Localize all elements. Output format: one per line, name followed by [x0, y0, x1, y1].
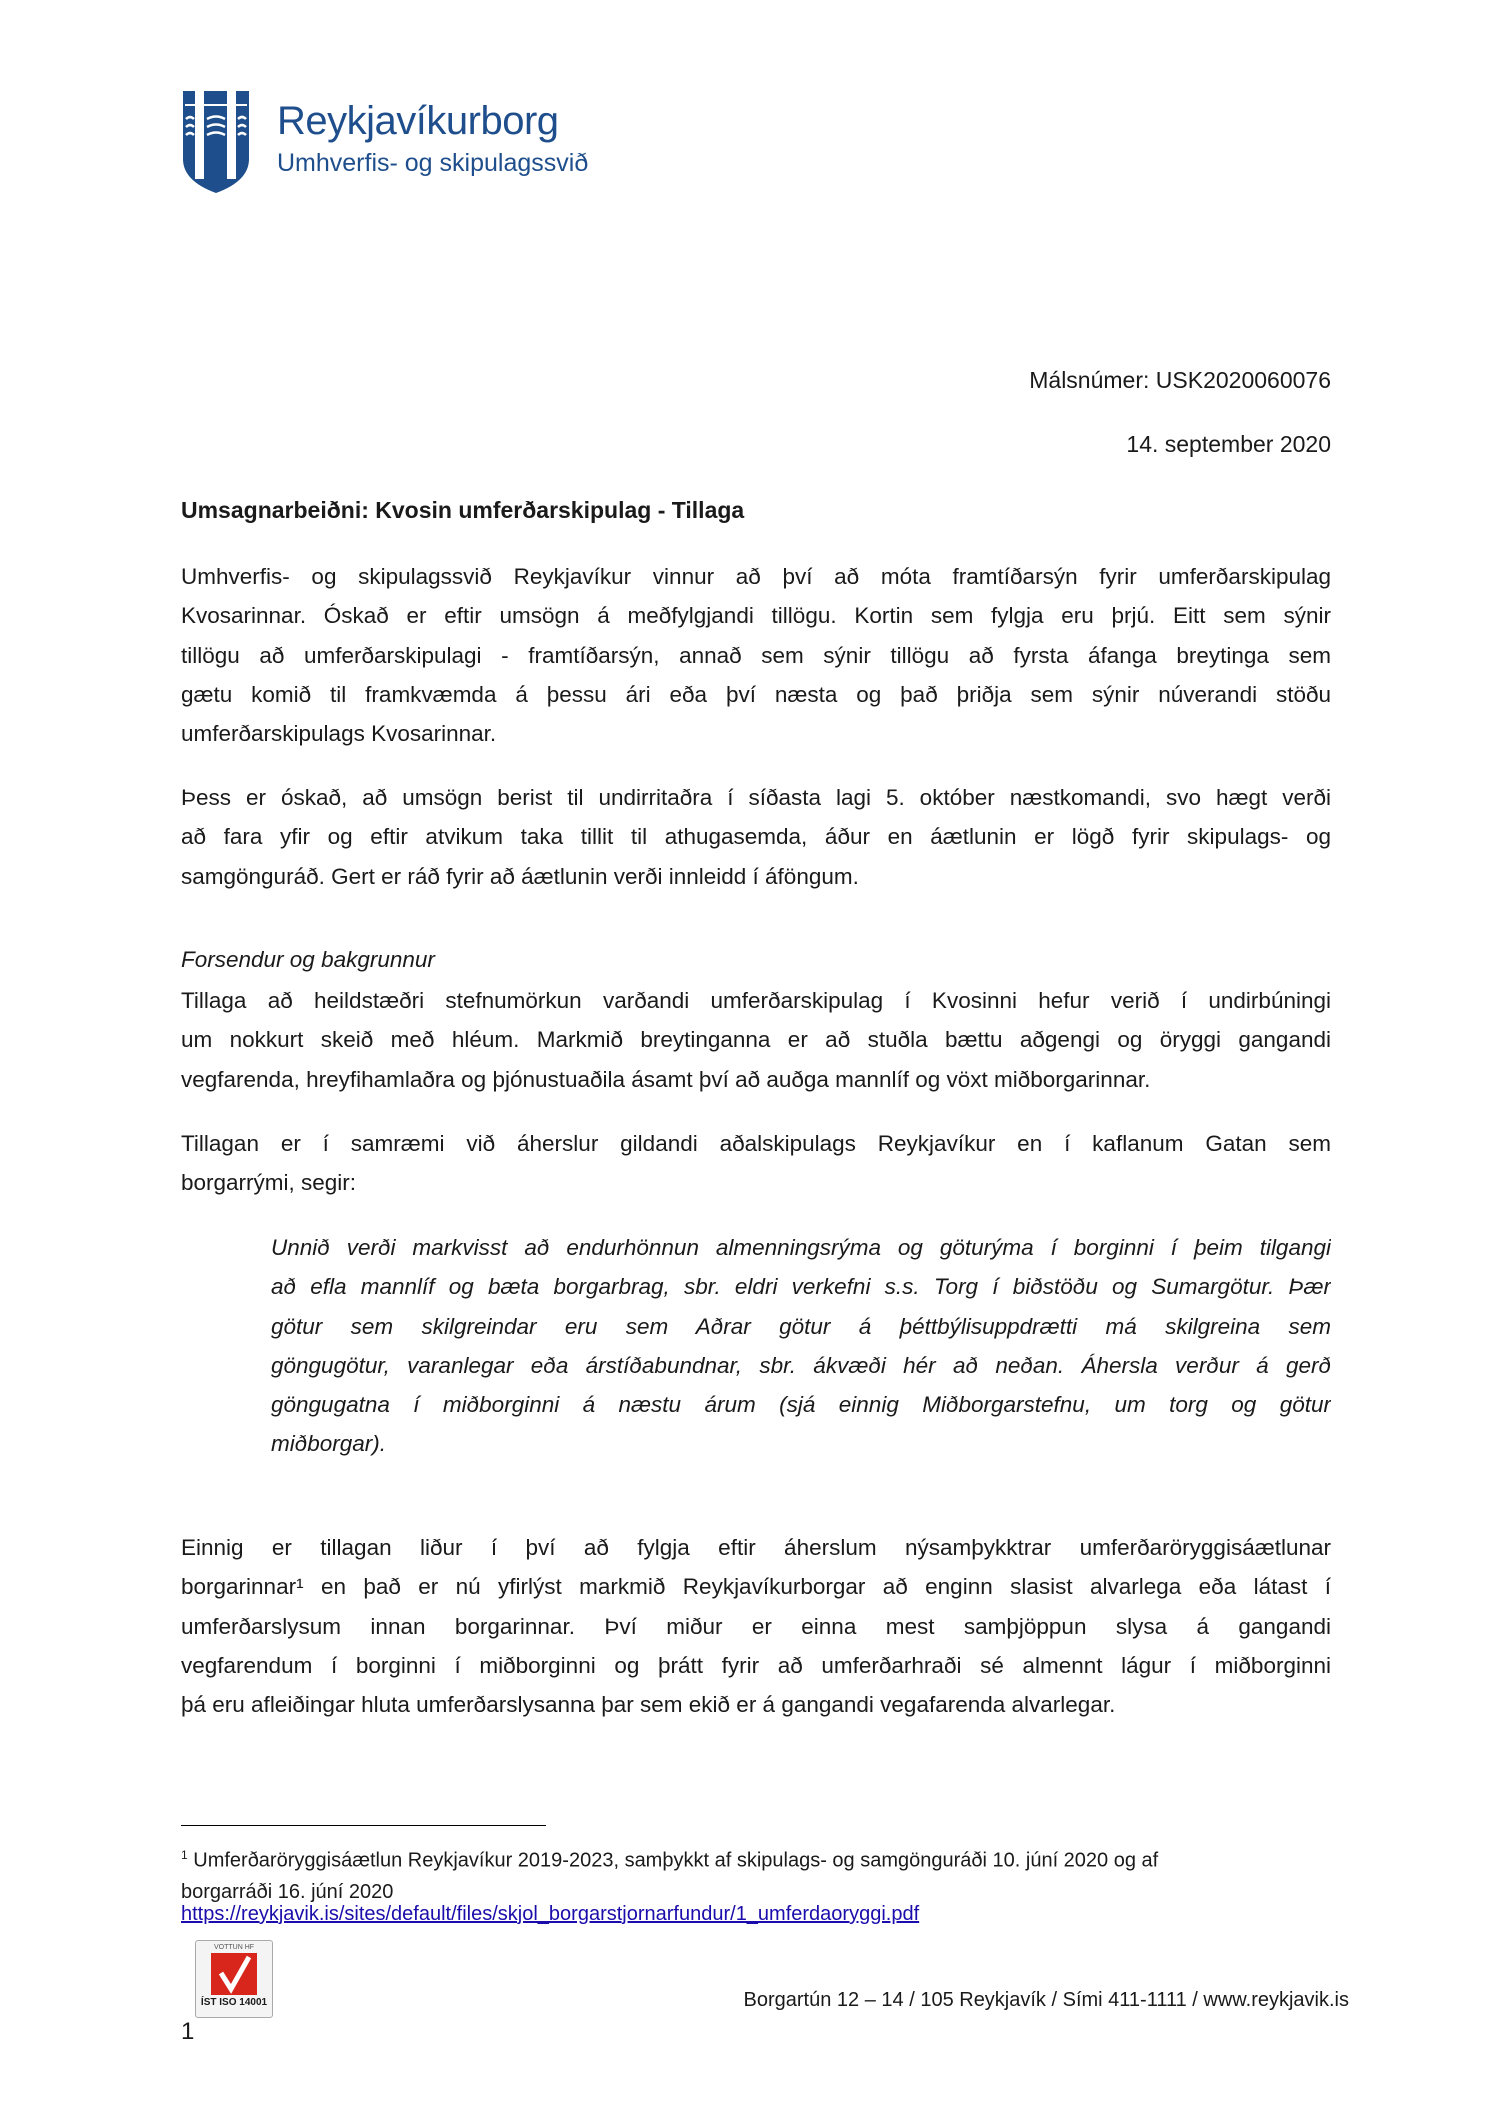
- text-line: Umhverfis- og skipulagssvið Reykjavíkur vinnur að því að móta framtíðarsýn fyrir umferðarskipulag: [181, 564, 1331, 589]
- text-line: umferðarslysum innan borgarinnar. Því miður er einna mest samþjöppun slysa á gangandi: [181, 1613, 1331, 1639]
- text-line: að fara yfir og eftir atvikum taka tillit til athugasemda, áður en áætlunin er lögð fyrir skipulags- og: [181, 824, 1331, 850]
- text-line: umferðarskipulags Kvosarinnar.: [181, 721, 497, 747]
- paragraph-intro: [181, 557, 1331, 753]
- text-line: Unnið verði markvisst að endurhönnun almenningsrýma og göturýma í borginni í þeim tilgangi: [271, 1235, 1331, 1260]
- checkmark-icon: [211, 1953, 257, 1995]
- text-line: um nokkurt skeið með hléum. Markmið breytinganna er að stuðla bættu aðgengi og öryggi gangandi: [181, 1027, 1331, 1053]
- text-line: að efla mannlíf og bæta borgarbrag, sbr. eldri verkefni s.s. Torg í biðstöðu og Sumargötur. Þær: [271, 1274, 1331, 1300]
- iso-badge-top-text: VOTTUN HF: [213, 1944, 255, 1951]
- text-line: vegfarenda, hreyfihamlaðra og þjónustuaðila ásamt því að auðga mannlíf og vöxt miðborgarinnar.: [181, 1066, 1151, 1092]
- text-line: Einnig er tillagan liður í því að fylgja eftir áherslum nýsamþykktrar umferðaröryggisáætlunar: [181, 1535, 1331, 1560]
- footnote-divider: [181, 1825, 546, 1826]
- reykjavik-coat-of-arms-icon: [181, 89, 251, 195]
- text-line: Kvosarinnar. Óskað er eftir umsögn á meðfylgjandi tillögu. Kortin sem fylgja eru þrjú. Eitt sem sýnir: [181, 603, 1331, 629]
- footnote-link[interactable]: https://reykjavik.is/sites/default/files/skjol_borgarstjornarfundur/1_umferdaoryggi.pdf: [181, 1903, 920, 1925]
- paragraph-deadline: [181, 778, 1331, 896]
- text-line: samgönguráð. Gert er ráð fyrir að áætlunin verði innleidd í áföngum.: [181, 863, 859, 889]
- text-line: miðborgar).: [271, 1431, 387, 1457]
- subject-heading: Umsagnarbeiðni: Kvosin umferðarskipulag - Tillaga: [181, 497, 745, 523]
- department-name: Umhverfis- og skipulagssvið: [277, 149, 589, 177]
- block-quote: [271, 1228, 1331, 1464]
- footnote: [181, 1840, 1331, 1908]
- footer-address: Borgartún 12 – 14 / 105 Reykjavík / Sími 411-1111 / www.reykjavik.is: [743, 1989, 1349, 2011]
- text-line: borgarinnar¹ en það er nú yfirlýst markmið Reykjavíkurborgar að enginn slasist alvarlega eða látast í: [181, 1574, 1331, 1600]
- paragraph-plan: [181, 1124, 1331, 1203]
- footnote-marker: 1: [181, 1848, 188, 1862]
- iso-certification-badge: [195, 1940, 273, 2018]
- text-line: göngugötur, varanlegar eða árstíðabundnar, sbr. ákvæði hér að neðan. Áhersla verður á gerð: [271, 1352, 1331, 1378]
- paragraph-background: [181, 981, 1331, 1099]
- paragraph-safety: [181, 1528, 1331, 1724]
- letter-date: 14. september 2020: [1126, 431, 1331, 457]
- section-heading-background: Forsendur og bakgrunnur: [181, 947, 435, 972]
- text-line: vegfarendum í borginni í miðborginni og þrátt fyrir að umferðarhraði sé almennt lágur í miðborginni: [181, 1652, 1331, 1678]
- text-line: Tillagan er í samræmi við áherslur gildandi aðalskipulags Reykjavíkur en í kaflanum Gatan sem: [181, 1131, 1331, 1156]
- letterhead-logo: [181, 89, 621, 195]
- iso-badge-bottom-text: ÍST ISO 14001: [200, 1997, 268, 2008]
- text-line: Tillaga að heildstæðri stefnumörkun varðandi umferðarskipulag í Kvosinni hefur verið í undirbúningi: [181, 988, 1331, 1013]
- text-line: gætu komið til framkvæmda á þessu ári eða því næsta og það þriðja sem sýnir núverandi stöðu: [181, 681, 1331, 707]
- text-line: götur sem skilgreindar eru sem Aðrar götur á þéttbýlisuppdrætti má skilgreina sem: [271, 1313, 1331, 1339]
- footnote-text-line1: Umferðaröryggisáætlun Reykjavíkur 2019-2023, samþykkt af skipulags- og samgönguráði 10. júní 2020 og af: [187, 1849, 1159, 1872]
- case-number: Málsnúmer: USK2020060076: [1029, 367, 1331, 393]
- text-line: borgarrými, segir:: [181, 1170, 357, 1196]
- text-line: tillögu að umferðarskipulagi - framtíðarsýn, annað sem sýnir tillögu að fyrsta áfanga breytinga sem: [181, 642, 1331, 668]
- page-number: 1: [181, 2018, 195, 2045]
- text-line: Þess er óskað, að umsögn berist til undirritaðra í síðasta lagi 5. október næstkomandi, svo hægt verði: [181, 785, 1331, 810]
- footnote-text-line2: borgarráði 16. júní 2020: [181, 1880, 394, 1903]
- text-line: þá eru afleiðingar hluta umferðarslysanna þar sem ekið er á gangandi vegafarenda alvarlegar.: [181, 1692, 1116, 1718]
- org-name: Reykjavíkurborg: [277, 99, 559, 143]
- text-line: göngugatna í miðborginni á næstu árum (sjá einnig Miðborgarstefnu, um torg og götur: [271, 1392, 1331, 1418]
